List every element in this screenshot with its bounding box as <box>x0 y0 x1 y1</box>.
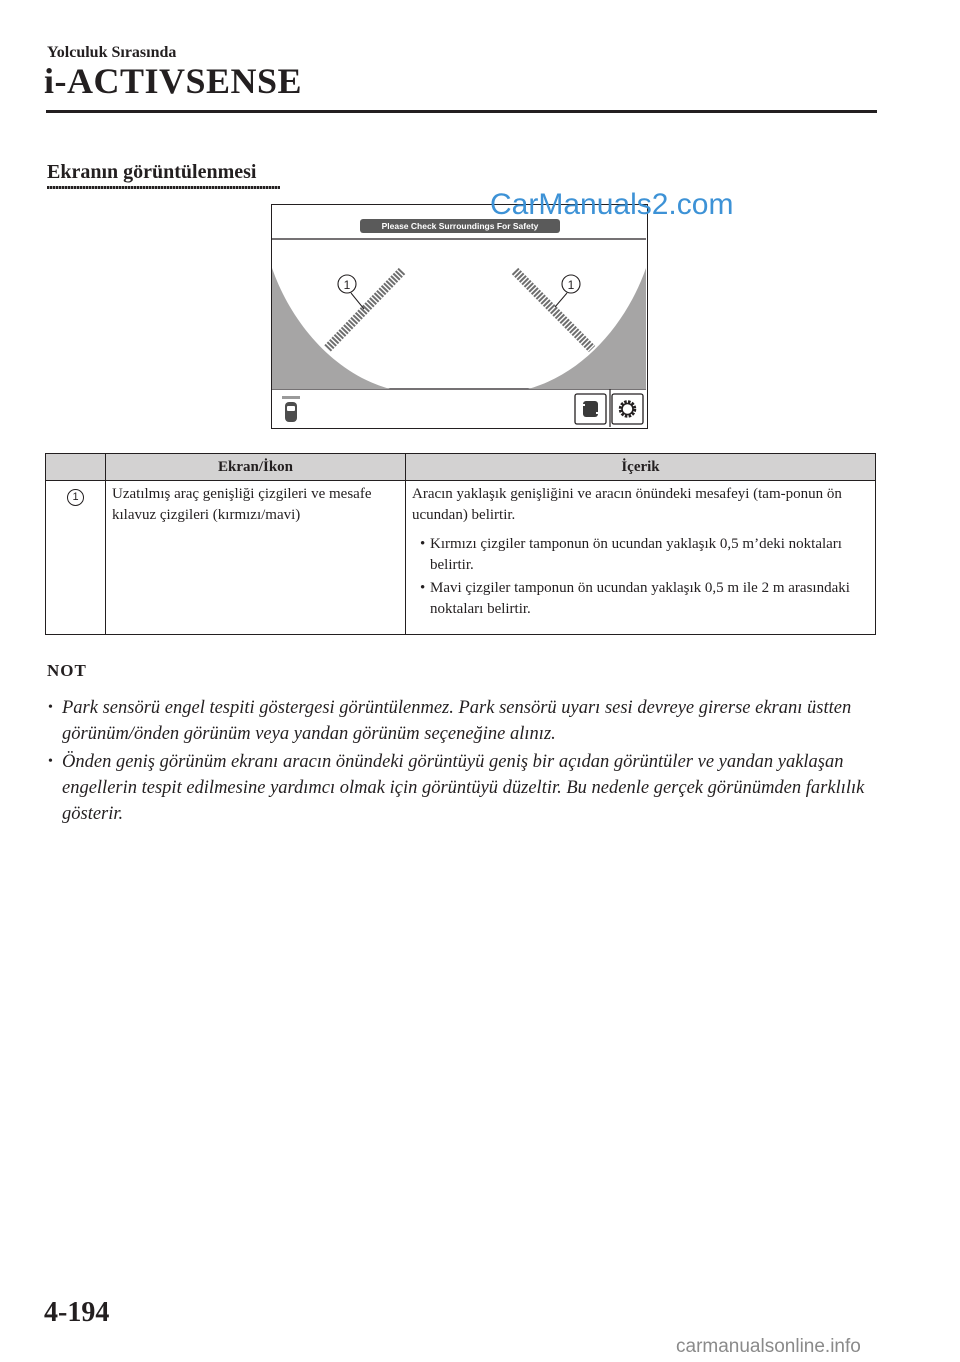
page-number: 4-194 <box>44 1297 110 1328</box>
table-header-num <box>46 454 106 481</box>
left-shade <box>272 268 390 389</box>
table-cell-item: Uzatılmış araç genişliği çizgileri ve mesafe kılavuz çizgileri (kırmızı/mavi) <box>106 481 406 635</box>
footer-watermark: carmanualsonline.info <box>676 1336 861 1357</box>
watermark: CarManuals2.com <box>490 188 734 221</box>
row-number-badge: 1 <box>67 489 84 506</box>
safety-banner: Please Check Surroundings For Safety <box>360 219 560 233</box>
desc-text: Aracın yaklaşık genişliğini ve aracın önündeki mesafeyi (tam-ponun ön ucundan) belirtir. <box>412 486 842 523</box>
camera-view-drawing <box>272 205 646 427</box>
bullet-text: Mavi çizgiler tamponun ön ucundan yaklaşık 0,5 m ile 2 m arasındaki noktaları belirtir. <box>430 580 850 617</box>
list-item <box>45 695 865 747</box>
table-row <box>46 481 876 635</box>
list-item <box>412 534 869 576</box>
info-table <box>45 453 876 635</box>
gear-icon <box>612 394 643 424</box>
chapter-title: i-ACTIVSENSE <box>44 61 303 101</box>
note-title: NOT <box>47 661 87 680</box>
section-title: Ekranın görüntülenmesi <box>47 161 257 183</box>
bullet-icon: • <box>48 754 53 769</box>
table-cell-num <box>46 481 106 635</box>
right-shade <box>528 268 646 389</box>
bullet-icon: • <box>48 700 53 715</box>
note-text: Park sensörü engel tespiti göstergesi görüntülenmez. Park sensörü uyarı sesi devreye girerse ekranı üstten görünüm/önden görünüm veya yandan görünüm seçeneğine alınız. <box>62 698 852 744</box>
breadcrumb: Yolculuk Sırasında <box>47 44 177 61</box>
list-item <box>412 578 869 620</box>
callout-1-left-label: 1 <box>343 278 351 292</box>
table-cell-desc <box>406 481 876 635</box>
callout-1-right-label: 1 <box>567 278 575 292</box>
camera-screen-illustration <box>271 204 648 429</box>
table-header-desc: İçerik <box>406 454 876 481</box>
list-item <box>45 749 865 827</box>
header-rule <box>46 110 877 113</box>
table-header-item: Ekran/İkon <box>106 454 406 481</box>
bullet-text: Kırmızı çizgiler tamponun ön ucundan yaklaşık 0,5 m’deki noktaları belirtir. <box>430 536 842 573</box>
note-text: Önden geniş görünüm ekranı aracın önündeki görüntüyü geniş bir açıdan görüntüler ve yandan yaklaşan engellerin tespit edilmesine yardımcı olmak için görüntüyü düzeltir. Bu nedenle gerçek görünümden farklılık gösterir. <box>62 752 865 824</box>
bullet-icon: • <box>420 536 426 552</box>
note-list <box>45 695 865 829</box>
bullet-icon: • <box>420 580 426 596</box>
table-header-row <box>46 454 876 481</box>
section-underline <box>47 186 280 189</box>
car-sensor-icon <box>282 396 300 422</box>
